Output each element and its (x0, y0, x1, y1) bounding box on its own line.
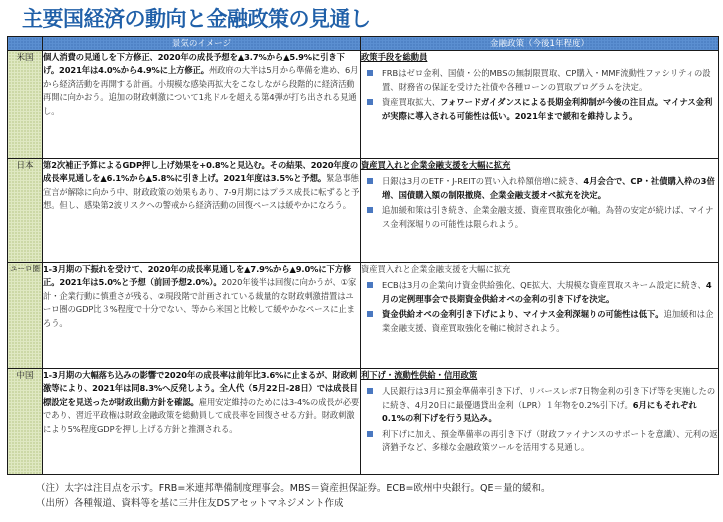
bullet-text: 日銀は3月のETF・J-REITの買い入れ枠額倍増に続き、 (382, 176, 584, 187)
country-cell: 日本 (8, 159, 43, 263)
bullet-text: 資産買取拡大、 (382, 97, 441, 108)
header-policy: 金融政策（今後1年程度） (361, 37, 719, 51)
table-header-row (8, 37, 719, 51)
header-country (8, 37, 43, 51)
policy-cell (361, 263, 719, 369)
square-bullet-icon (367, 311, 373, 317)
economy-text: 緊急事態宣言が解除に向かう中、財政政策の効果もあり、7-9月期にはプラス成長に転ずると予想。但し、感染第2波リスクへの警戒から経済活動の回復ペースは緩やかになろう。 (43, 173, 360, 211)
bullet-text: 人民銀行は3月に預金準備率引き下げ、リバースレポ7日物金利の引き下げ等を実施したのに続き、4月20日に最優遇貸出金利（LPR）１年物を0.2%引下げ。 (382, 386, 716, 410)
policy-bullet (361, 279, 718, 306)
economy-highlight: 個人消費の見通しを下方修正、2020年の成長予想を▲3.7%から▲5.9%に引き下げ。2021年は4.0%から4.9%に上方修正。 (43, 52, 345, 76)
policy-bullet (361, 385, 718, 425)
policy-bullet (361, 96, 718, 123)
policy-cell (361, 51, 719, 159)
bullet-text: 追加緩和策は引き続き、企業金融支援、資産買取強化が軸。為替の安定が続けば、マイナス金利深堀りの可能性は限られよう。 (382, 205, 714, 229)
square-bullet-icon (367, 388, 373, 394)
table-row-japan (8, 159, 719, 263)
bullet-highlight: 4月会合で、CP・社債購入枠の3倍増、国債購入額の制限撤廃、企業金融支援オペ拡充を決定。 (382, 176, 715, 200)
policy-title: 資産買入れと企業金融支援を大幅に拡充 (361, 160, 511, 170)
outlook-table (7, 36, 719, 475)
policy-cell (361, 369, 719, 475)
square-bullet-icon (367, 431, 373, 437)
economy-highlight: 第2次補正予算によるGDP押し上げ効果を+0.8%と見込む。その結果、2020年度の成長率見通しを▲6.1%から▲5.8%に引き上げ。2021年度は3.5%と予想。 (43, 160, 359, 184)
square-bullet-icon (367, 207, 373, 213)
economy-cell (43, 51, 361, 159)
economy-text: 州政府の大半は5月から準備を進め、6月から経済活動を再開する計画。小規模な感染再拡大をこなしながら段階的に経済活動再開に向かおう。追加の財政刺激について1兆ドルを超える第4弾が打ち出される見通し。 (43, 65, 359, 116)
footnotes (36, 481, 550, 511)
economy-text: 雇用安定維持のためには3-4%の成長が必要であり、習近平政権は財政金融政策を総動員して成長率を回復させる方針。財政刺激により5%程度GDPを押し上げる方針と推測される。 (43, 396, 360, 434)
economy-text: 2020年後半は回復に向かうが、①家計・企業行動に慎重さが残る、②現段階で計画されている裁量的な財政刺激措置はユーロ圏のGDP比３%程度で十分でない、等から米国と比較して緩やかなペースに止まろう。 (43, 277, 357, 328)
economy-cell (43, 369, 361, 475)
economy-highlight: 1-3月期の大幅落ち込みの影響で2020年の成長率は前年比3.6%に止まるが、財政刺激等により、2021年は同8.3%へ反発しよう。全人代（5月22日-28日）では成長目標設定を見送ったが財政出動方針を確認。 (43, 370, 358, 407)
note-text: （注）太字は注目点を示す。FRB=米連邦準備制度理事会。MBS＝資産担保証券。ECB=欧州中央銀行。QE＝量的緩和。 (36, 483, 551, 494)
table-row-us (8, 51, 719, 159)
bullet-text: FRBはゼロ金利、国債・公的MBSの無制限買取、CP購入・MMF流動性ファシリティの設置、財務省の保証を受けた社債や各種ローンの買取プログラムを決定。 (382, 68, 711, 92)
country-cell: ユーロ圏 (8, 263, 43, 369)
economy-highlight: 1-3月期の下振れを受けて、2020年の成長率見通しを▲7.9%から▲9.0%に下方修正。2021年は5.0%と予想（前回予想2.0%）。 (43, 264, 352, 288)
policy-cell (361, 159, 719, 263)
bullet-highlight: 4月の定例理事会で長期資金供給オペの金利の引き下げを決定。 (382, 280, 712, 304)
policy-bullet (361, 308, 718, 335)
policy-bullet (361, 67, 718, 94)
square-bullet-icon (367, 178, 373, 184)
policy-bullet (361, 204, 718, 231)
policy-bullet (361, 175, 718, 202)
bullet-highlight: フォワードガイダンスによる長期金利抑制が今後の注目点。マイナス金利が実際に導入される可能性は低い。2021年まで緩和を維持しよう。 (382, 97, 713, 121)
square-bullet-icon (367, 70, 373, 76)
economy-cell (43, 263, 361, 369)
country-cell: 米国 (8, 51, 43, 159)
source-text: （出所）各種報道、資料等を基に三井住友DSアセットマネジメント作成 (36, 498, 344, 509)
economy-cell (43, 159, 361, 263)
page-title: 主要国経済の動向と金融政策の見通し (22, 7, 371, 31)
square-bullet-icon (367, 282, 373, 288)
bullet-text: 利下げに加え、預金準備率の再引き下げ（財政ファイナンスのサポートを意識）、元利の返済猶予など、多様な金融政策ツールを活用する見通し。 (382, 428, 718, 453)
header-economy: 景気のイメージ (43, 37, 361, 51)
table-row-china (8, 369, 719, 475)
policy-title: 資産買入れと企業金融支援を大幅に拡充 (361, 264, 511, 274)
bullet-text: 追加緩和は企業金融支援、資産買取強化を軸に検討されよう。 (382, 309, 714, 333)
policy-title: 政策手段を総動員 (361, 52, 428, 62)
bullet-text: ECBは3月の企業向け資金供給強化、QE拡大、大規模な資産買取スキーム設定に続き、 (382, 280, 706, 291)
country-cell: 中国 (8, 369, 43, 475)
bullet-highlight: 6月にもそれぞれ0.1%の利下げを行う見込み。 (382, 399, 697, 424)
policy-title: 利下げ・流動性供給・信用政策 (361, 370, 478, 380)
square-bullet-icon (367, 99, 373, 105)
policy-bullet (361, 428, 718, 455)
table-row-euro (8, 263, 719, 369)
bullet-highlight: 資金供給オペの金利引き下げにより、マイナス金利深堀りの可能性は低下。 (382, 309, 664, 320)
